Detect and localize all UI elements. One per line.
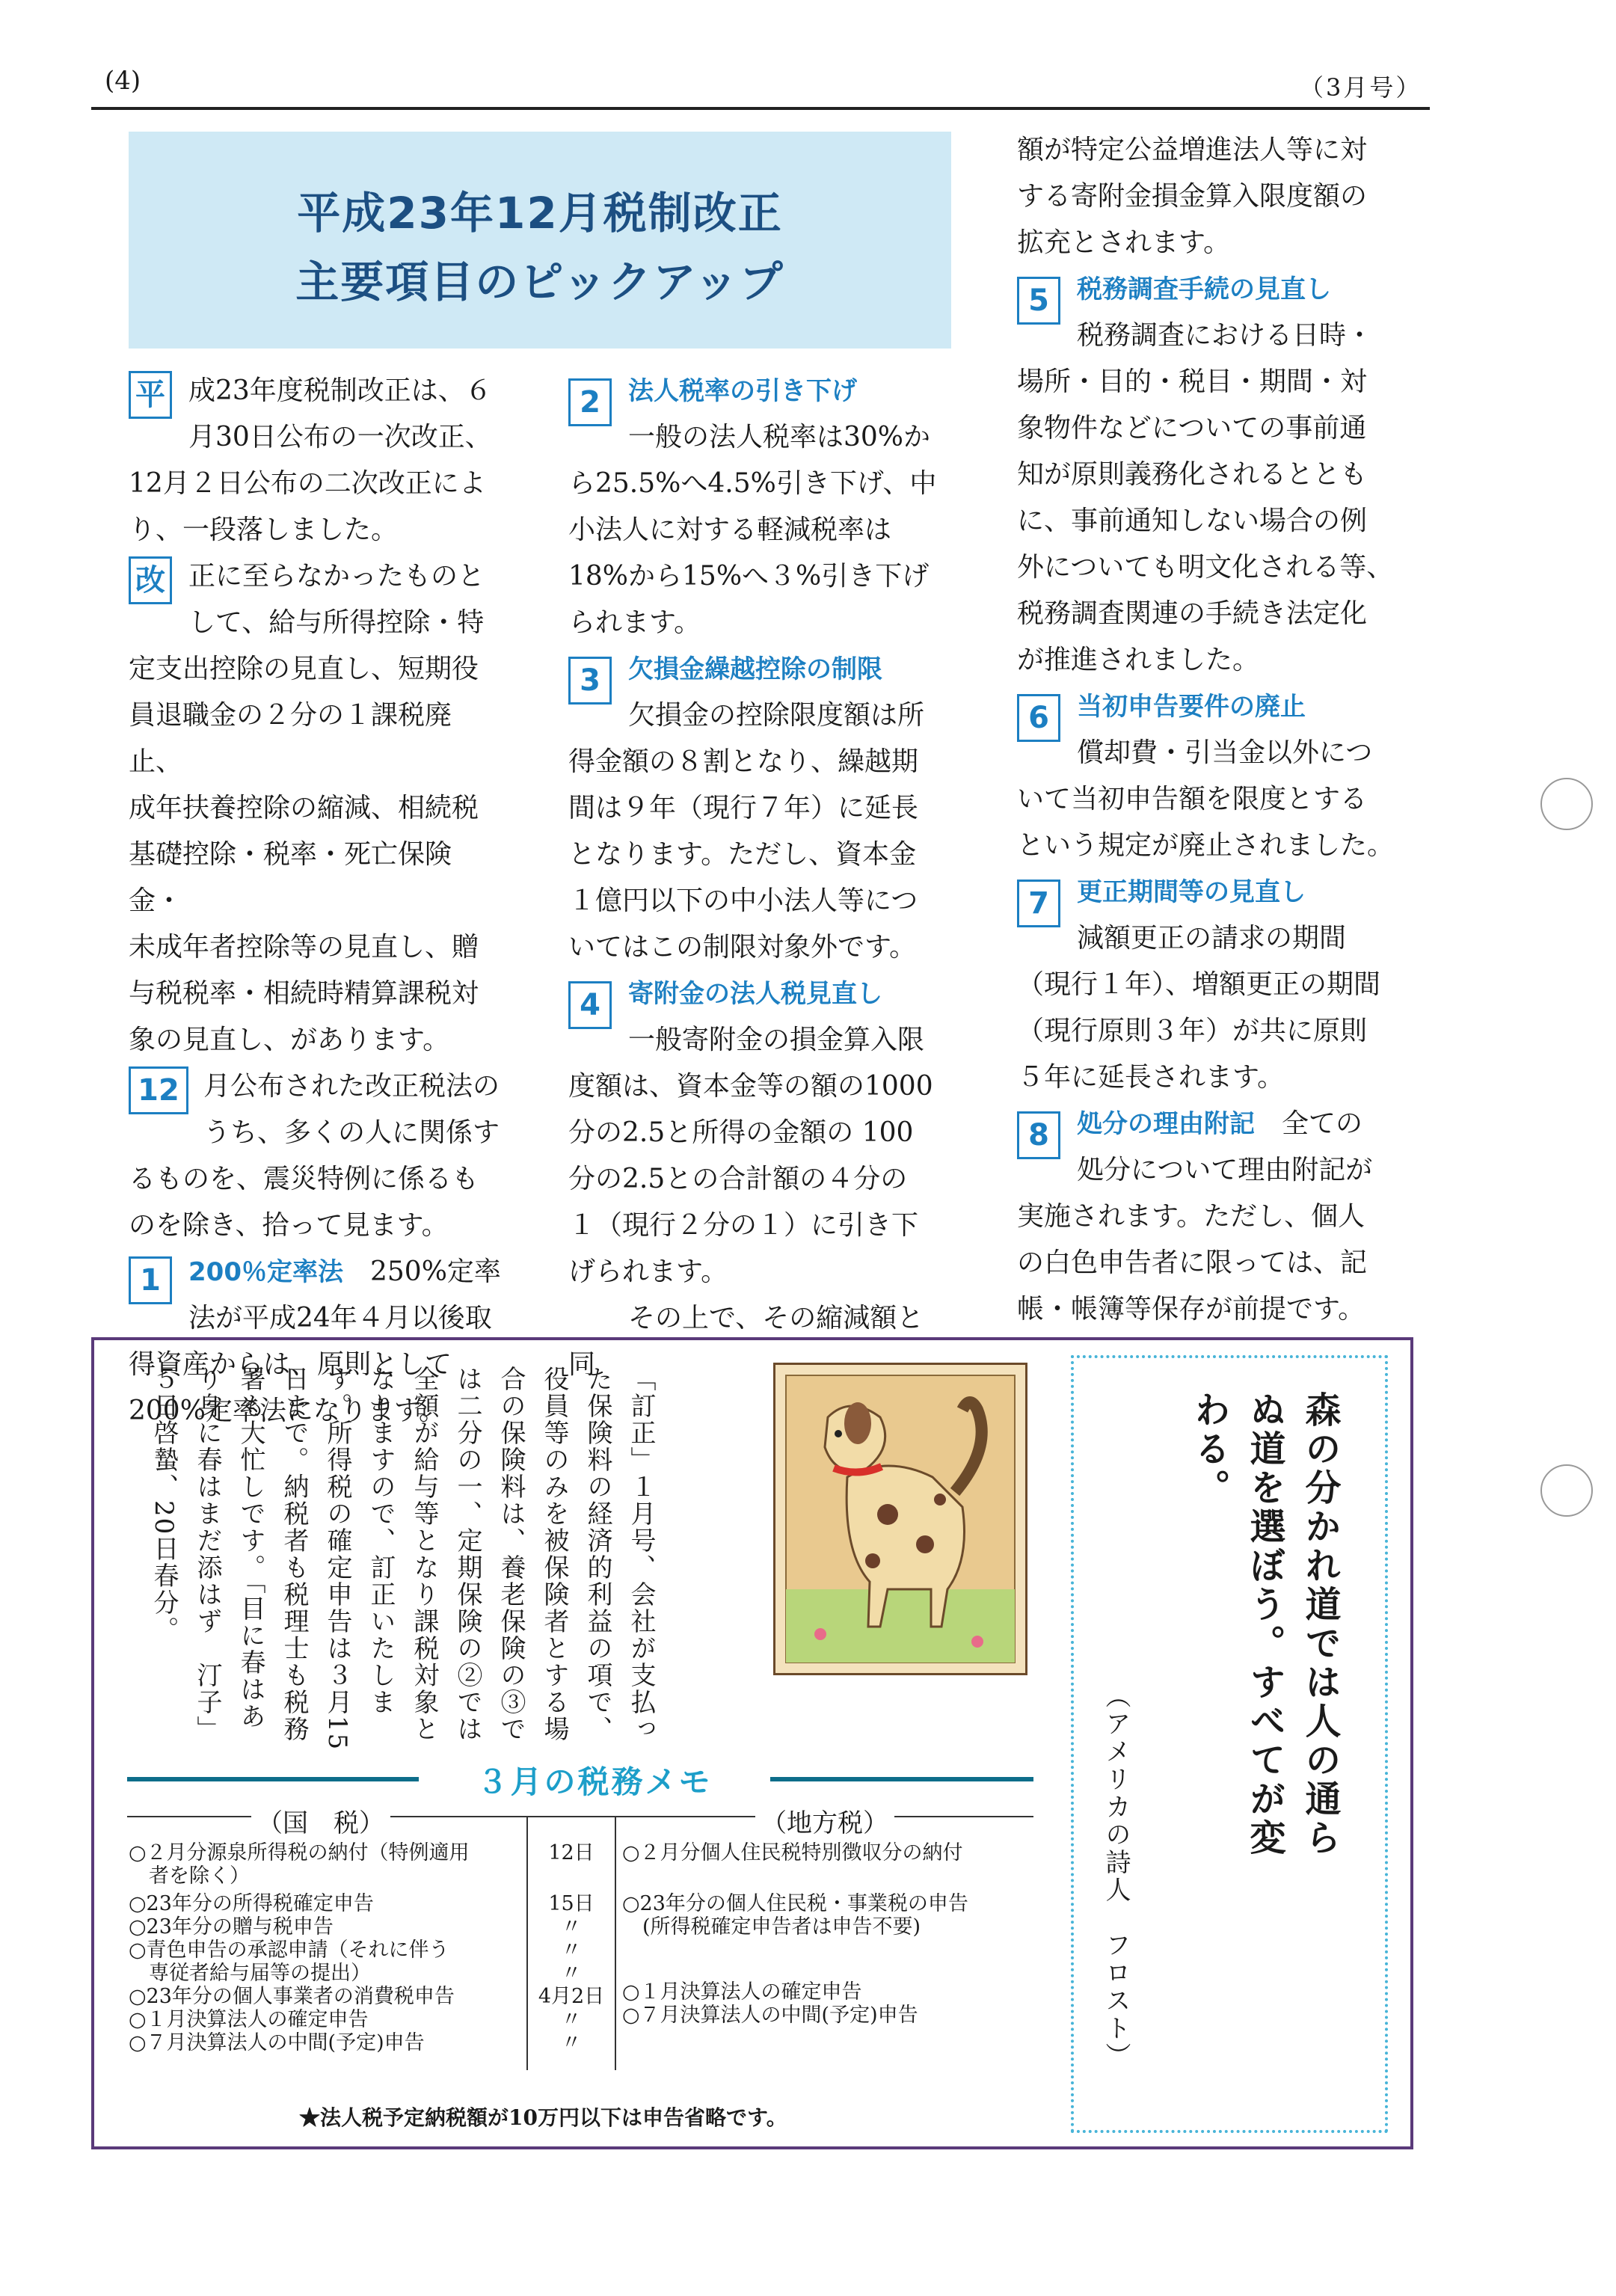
list-item: ○１月決算法人の確定申告	[129, 2008, 369, 2031]
list-item: ○23年分の個人事業者の消費税申告	[129, 1985, 455, 2008]
memo-title: ３月の税務メモ	[476, 1764, 713, 1800]
section-number-5: 5	[1017, 277, 1060, 325]
due-date: 〃	[561, 2031, 582, 2054]
issue-label: （3月号）	[1300, 73, 1422, 102]
dog-illustration	[773, 1363, 1027, 1675]
drop-cap-kai: 改	[129, 556, 172, 604]
list-item: ○23年分の個人住民税・事業税の申告	[622, 1892, 968, 1915]
article-title-line1: 平成23年12月税制改正	[297, 188, 783, 239]
local-tax-header: （地方税）	[755, 1802, 894, 1839]
text-line: 正に至らなかったものと	[188, 561, 485, 592]
text-line: （現行原則３年）が共に原則	[1017, 1016, 1368, 1046]
list-item: ○23年分の贈与税申告	[129, 1915, 334, 1939]
text-line: 18%から15%へ３%引き下げ	[568, 561, 930, 592]
text-line: 200%定率法になります。	[129, 1396, 446, 1426]
text-line: 成年扶養控除の縮減、相続税	[129, 793, 479, 823]
text-line: が推進されました。	[1017, 645, 1260, 675]
text-line: 月公布された改正税法の	[203, 1071, 500, 1102]
text-line: に、事前通知しない場合の例	[1017, 506, 1368, 536]
section-number-4: 4	[568, 981, 612, 1029]
national-tax-header: （国 税）	[251, 1802, 390, 1839]
text-line: 税務調査関連の手続き法定化	[1017, 598, 1368, 629]
text-line: 与税税率・相続時精算課税対	[129, 978, 479, 1009]
memo-rule-right	[770, 1777, 1033, 1781]
text-line: 実施されます。ただし、個人	[1017, 1201, 1365, 1232]
list-item: ○青色申告の承認申請（それに伴う	[129, 1939, 449, 1962]
section-title: 処分の理由附記	[1077, 1109, 1255, 1139]
section-title: 税務調査手続の見直し	[1077, 274, 1331, 304]
text-line: 小法人に対する軽減税率は	[568, 515, 892, 545]
list-item: (所得税確定申告者は申告不要)	[622, 1915, 921, 1939]
list-item: ○２月分源泉所得税の納付（特例適用	[129, 1841, 470, 1864]
section-title: 寄附金の法人税見直し	[628, 979, 882, 1009]
text-line: 250%定率	[369, 1256, 501, 1287]
text-line: 月30日公布の一次改正、	[188, 422, 492, 452]
text-line: する寄附金損金算入限度額の	[1017, 181, 1368, 212]
text-line: るものを、震災特例に係るも	[129, 1164, 479, 1194]
text-line: られます。	[568, 607, 701, 638]
text-line: となります。ただし、資本金	[568, 839, 917, 870]
text-line: 償却費・引当金以外につ	[1077, 737, 1373, 768]
text-line: 間は９年（現行７年）に延長	[568, 793, 919, 823]
column-3	[1017, 127, 1407, 1333]
header-rule	[91, 107, 1430, 110]
drop-cap-12: 12	[129, 1066, 188, 1114]
list-item: 者を除く）	[129, 1864, 250, 1888]
text-line: 分の2.5との合計額の４分の	[568, 1164, 908, 1194]
list-item: ○１月決算法人の確定申告	[622, 1980, 862, 2004]
text-line: 度額は、資本金等の額の1000	[568, 1071, 933, 1102]
column-2	[568, 368, 950, 1388]
due-date: 12日	[548, 1841, 595, 1864]
intro-paragraph	[129, 368, 501, 1434]
text-line: 定支出控除の見直し、短期役	[129, 654, 479, 684]
text-line: 減額更正の請求の期間	[1077, 923, 1347, 954]
text-line: 知が原則義務化されるととも	[1017, 459, 1368, 490]
text-line: 象物件などについての事前通	[1017, 413, 1367, 443]
section-number-1: 1	[129, 1256, 172, 1304]
text-line: 拡充とされます。	[1017, 227, 1231, 258]
due-date: 4月2日	[538, 1985, 605, 2008]
text-line: 法が平成24年４月以後取	[188, 1303, 492, 1333]
section-title: 欠損金繰越控除の制限	[628, 654, 882, 684]
memo-rule-left	[127, 1777, 419, 1781]
section-title: 200％定率法	[188, 1257, 343, 1287]
punch-hole-bottom	[1540, 1464, 1593, 1517]
list-item: ○７月決算法人の中間(予定)申告	[129, 2031, 425, 2054]
due-date: 〃	[561, 1939, 582, 1962]
text-line: 象の見直し、があります。	[129, 1025, 450, 1055]
text-line: （現行１年）、増額更正の期間	[1017, 969, 1381, 1000]
due-date: 〃	[561, 1962, 582, 1985]
text-line: 一般寄附金の損金算入限	[628, 1025, 925, 1055]
text-line: 帳・帳簿等保存が前提です。	[1017, 1294, 1365, 1325]
memo-divider-2	[615, 1816, 616, 2070]
list-item: 専従者給与届等の提出）	[129, 1962, 371, 1985]
quote-text: 森の分かれ道では人の通らぬ道を選ぼう。すべてが変わる。	[1188, 1391, 1341, 1858]
local-tax-list	[622, 1841, 1033, 2027]
text-line: 処分について理由附記が	[1077, 1155, 1373, 1185]
drop-cap-hei: 平	[129, 371, 172, 419]
dog-drawing	[775, 1365, 1025, 1673]
text-line: 得資産からは、原則として	[129, 1349, 452, 1380]
text-line: いてはこの制限対象外です。	[568, 932, 917, 963]
due-dates	[532, 1841, 610, 2054]
text-line: ら25.5%へ4.5%引き下げ、中	[568, 468, 937, 499]
section-number-3: 3	[568, 657, 612, 705]
text-line: １（現行２分の１）に引き下	[568, 1210, 919, 1241]
text-line: うち、多くの人に関係す	[203, 1117, 500, 1148]
list-item: ○23年分の所得税確定申告	[129, 1892, 374, 1915]
section-title: 法人税率の引き下げ	[628, 376, 857, 406]
text-line: 税務調査における日時・	[1077, 320, 1374, 351]
text-line: ５年に延長されます。	[1017, 1062, 1285, 1093]
text-line: 一般の法人税率は30%か	[628, 422, 931, 452]
article-title-line2: 主要項目のピックアップ	[295, 257, 784, 307]
text-line: 12月２日公布の二次改正によ	[129, 468, 486, 499]
text-line: 得金額の８割となり、繰越期	[568, 746, 919, 777]
correction-notice: 「訂正」１月号、会社が支払った保険料の経済的利益の項で、役員等のみを被保険者とする場合の保険料は、養老保険の③では二分の一、定期保険の②では全額が給与等となり課税対象となりますので、訂正いたします。所得税の確定申告は３月15日まで。納税者も税理士も税務署も大忙しです。「目に春はあり身に春はまだ添はず 汀子」５日啓蟄、20日春分。	[149, 1366, 656, 1752]
section-number-8: 8	[1017, 1111, 1060, 1159]
text-line: 未成年者控除等の見直し、贈	[129, 932, 479, 963]
text-line: 員退職金の２分の１課税廃止、	[129, 700, 452, 777]
national-tax-list	[129, 1841, 525, 2054]
text-line: 成23年度税制改正は、６	[188, 375, 492, 406]
text-line: １億円以下の中小法人等につ	[568, 885, 918, 916]
memo-footnote: ★法人税予定納税額が10万円以下は申告省略です。	[299, 2105, 787, 2130]
text-line: して、給与所得控除・特	[188, 607, 485, 638]
punch-hole-top	[1540, 778, 1593, 830]
section-title: 更正期間等の見直し	[1077, 877, 1306, 907]
list-item: ○７月決算法人の中間(予定)申告	[622, 2004, 918, 2027]
text-line: り、一段落しました。	[129, 515, 399, 545]
text-line: 場所・目的・税目・期間・対	[1017, 366, 1368, 397]
text-line: げられます。	[568, 1256, 728, 1287]
text-line: 外についても明文化される等、	[1017, 552, 1394, 583]
text-line: 基礎控除・税率・死亡保険金・	[129, 839, 452, 916]
text-line: のを除き、拾って見ます。	[129, 1210, 449, 1241]
due-date: 〃	[561, 2008, 582, 2031]
due-date: 〃	[561, 1915, 582, 1939]
section-title: 当初申告要件の廃止	[1077, 692, 1306, 722]
text-line: 額が特定公益増進法人等に対	[1017, 135, 1368, 165]
section-number-7: 7	[1017, 880, 1060, 927]
text-line: 分の2.5と所得の金額の 100	[568, 1117, 914, 1148]
section-number-6: 6	[1017, 694, 1060, 742]
page-number: (4)	[105, 66, 141, 96]
memo-divider-1	[526, 1816, 528, 2070]
text-line: の白色申告者に限っては、記	[1017, 1247, 1368, 1278]
text-line: という規定が廃止されました。	[1017, 830, 1395, 861]
text-line: 欠損金の控除限度額は所	[628, 700, 925, 731]
text-line: その上で、その縮減額と同	[568, 1303, 924, 1380]
text-line: いて当初申告額を限度とする	[1017, 784, 1368, 814]
section-number-2: 2	[568, 378, 612, 426]
list-item: ○２月分個人住民税特別徴収分の納付	[622, 1841, 963, 1864]
quote-source: （アメリカの詩人 フロスト）	[1101, 1683, 1131, 2070]
due-date: 15日	[548, 1892, 595, 1915]
text-line: 全ての	[1282, 1108, 1363, 1139]
